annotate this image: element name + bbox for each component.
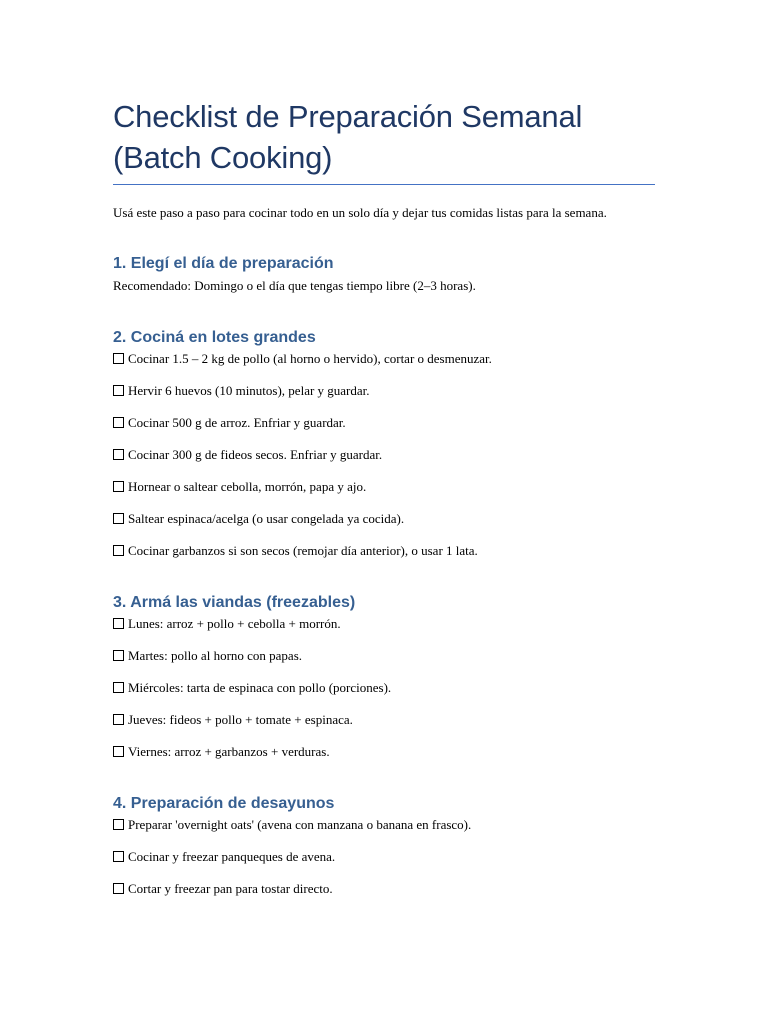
checkbox-icon[interactable] [113, 746, 124, 757]
checklist-item-text: Viernes: arroz + garbanzos + verduras. [128, 744, 330, 759]
section-2-checklist [113, 351, 655, 559]
document-page [113, 96, 655, 897]
section-heading-3: 3. Armá las viandas (freezables) [113, 594, 356, 611]
checklist-item-text: Lunes: arroz + pollo + cebolla + morrón. [128, 616, 341, 631]
checkbox-icon[interactable] [113, 851, 124, 862]
checklist-item [113, 447, 655, 463]
checklist-item-text: Miércoles: tarta de espinaca con pollo (porciones). [128, 680, 392, 695]
section-heading-1: 1. Elegí el día de preparación [113, 255, 334, 272]
section-1-text: Recomendado: Domingo o el día que tengas tiempo libre (2–3 horas). [113, 278, 476, 293]
checklist-item [113, 479, 655, 495]
checklist-item [113, 383, 655, 399]
checklist-item [113, 744, 655, 760]
checkbox-icon[interactable] [113, 650, 124, 661]
section-4-checklist [113, 817, 655, 897]
intro-paragraph: Usá este paso a paso para cocinar todo en un solo día y dejar tus comidas listas para la semana. [113, 205, 607, 220]
checkbox-icon[interactable] [113, 417, 124, 428]
checklist-item-text: Cocinar 1.5 – 2 kg de pollo (al horno o hervido), cortar o desmenuzar. [128, 351, 492, 366]
checkbox-icon[interactable] [113, 481, 124, 492]
checklist-item [113, 616, 655, 632]
checklist-item-text: Cocinar garbanzos si son secos (remojar día anterior), o usar 1 lata. [128, 543, 478, 558]
checkbox-icon[interactable] [113, 513, 124, 524]
checklist-item [113, 849, 655, 865]
checklist-item [113, 648, 655, 664]
section-heading-2: 2. Cociná en lotes grandes [113, 329, 316, 346]
checklist-item-text: Saltear espinaca/acelga (o usar congelada ya cocida). [128, 511, 405, 526]
title-underline [113, 184, 655, 185]
checkbox-icon[interactable] [113, 618, 124, 629]
checkbox-icon[interactable] [113, 883, 124, 894]
section-heading-4: 4. Preparación de desayunos [113, 795, 335, 812]
checkbox-icon[interactable] [113, 385, 124, 396]
checklist-item-text: Cocinar y freezar panqueques de avena. [128, 849, 336, 864]
section-3-checklist [113, 616, 655, 760]
checklist-item [113, 712, 655, 728]
title-line-1: Checklist de Preparación Semanal [113, 99, 583, 134]
checklist-item [113, 680, 655, 696]
checklist-item [113, 543, 655, 559]
checklist-item-text: Preparar 'overnight oats' (avena con manzana o banana en frasco). [128, 817, 472, 832]
checkbox-icon[interactable] [113, 545, 124, 556]
checkbox-icon[interactable] [113, 682, 124, 693]
checkbox-icon[interactable] [113, 819, 124, 830]
checklist-item-text: Hornear o saltear cebolla, morrón, papa y ajo. [128, 479, 367, 494]
checklist-item-text: Cortar y freezar pan para tostar directo. [128, 881, 333, 896]
checklist-item [113, 881, 655, 897]
checkbox-icon[interactable] [113, 353, 124, 364]
document-title [113, 96, 655, 178]
checklist-item [113, 817, 655, 833]
checklist-item-text: Cocinar 500 g de arroz. Enfriar y guardar. [128, 415, 346, 430]
checkbox-icon[interactable] [113, 714, 124, 725]
checklist-item-text: Martes: pollo al horno con papas. [128, 648, 303, 663]
checklist-item [113, 511, 655, 527]
checklist-item [113, 351, 655, 367]
checklist-item-text: Hervir 6 huevos (10 minutos), pelar y guardar. [128, 383, 370, 398]
checklist-item [113, 415, 655, 431]
checklist-item-text: Jueves: fideos + pollo + tomate + espinaca. [128, 712, 353, 727]
checkbox-icon[interactable] [113, 449, 124, 460]
title-line-2: (Batch Cooking) [113, 140, 333, 175]
checklist-item-text: Cocinar 300 g de fideos secos. Enfriar y guardar. [128, 447, 383, 462]
